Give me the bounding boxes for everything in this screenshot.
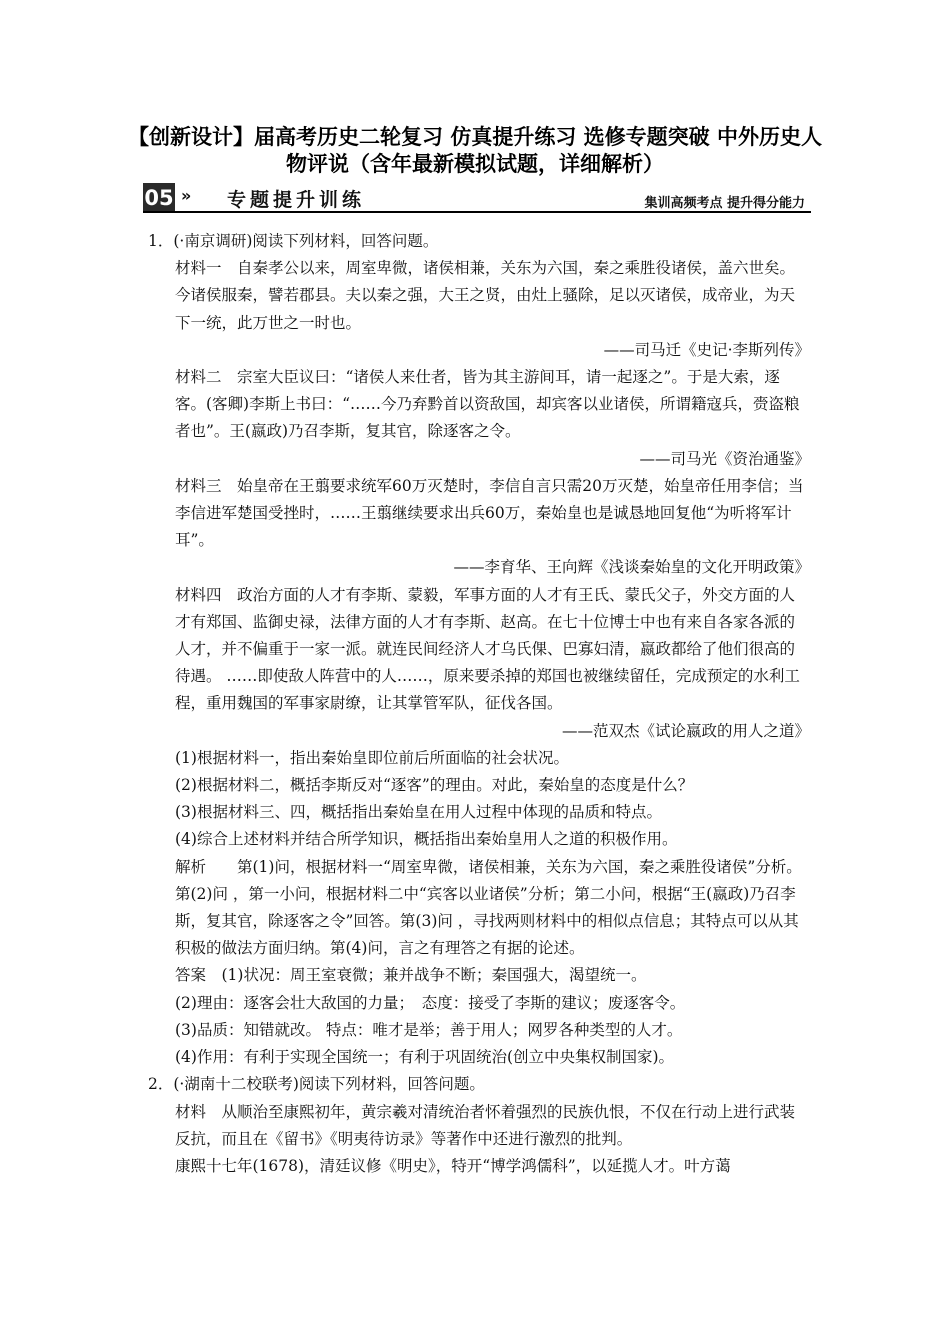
- q1-material-1-source: ——司马迁《史记·李斯列传》: [603, 340, 810, 359]
- q1-answer: 答案 (1)状况：周王室衰微；兼并战争不断；秦国强大，渴望统一。: [175, 966, 647, 985]
- q1-answer: (2)理由：逐客会壮大敌国的力量； 态度：接受了李斯的建议；废逐客令。: [175, 993, 686, 1012]
- q2-material-continued: 康熙十七年(1678)，清廷议修《明史》，特开“博学鸿儒科”，以延揽人才。叶方蔼: [175, 1156, 731, 1175]
- q1-material-1: 材料一 自秦孝公以来，周室卑微，诸侯相兼，关东为六国，秦之乘胜役诸侯，盖六世矣。今诸侯服秦，譬若郡县。夫以秦之强，大王之贤，由灶上骚除，足以灭诸侯，成帝业，为天下一统，此万世之一时也。: [175, 259, 796, 332]
- q1-subquestion: (3)根据材料三、四，概括指出秦始皇在用人过程中体现的品质和特点。: [175, 803, 662, 822]
- double-arrow-icon: »: [181, 186, 192, 205]
- q1-material-4: 材料四 政治方面的人才有李斯、蒙毅，军事方面的人才有王氏、蒙氏父子，外交方面的人才有郑国、监御史禄，法律方面的人才有李斯、赵高。在七十位博士中也有来自各家各派的人才，并不偏重于一家一派。就连民间经济人才乌氏倮、巴寡妇清，嬴政都给了他们很高的待遇。 ……即使敌人阵营中的人……，原来要杀掉的郑国也被继续留任，完成预定的水利工程，重用魏国的军事家尉缭，让其掌管军队，征伐各国。: [175, 585, 800, 713]
- q1-material-3-source: ——李育华、王向辉《浅谈秦始皇的文化开明政策》: [453, 558, 810, 577]
- question-1-stem: 1．(·南京调研)阅读下列材料，回答问题。: [148, 232, 439, 250]
- q1-material-2: 材料二 宗室大臣议曰：“诸侯人来仕者，皆为其主游间耳，请一起逐之”。于是大索，逐客。(客卿)李斯上书曰：“……今乃弃黔首以资敌国，却宾客以业诸侯，所谓籍寇兵，赍盗粮者也”。王(嬴政)乃召李斯，复其官，除逐客之令。: [175, 368, 800, 441]
- q1-answer: (3)品质：知错就改。 特点：唯才是举；善于用人；网罗各种类型的人才。: [175, 1020, 683, 1039]
- section-number: 05: [143, 183, 175, 213]
- q1-subquestion: (4)综合上述材料并结合所学知识，概括指出秦始皇用人之道的积极作用。: [175, 830, 678, 849]
- q1-answer: (4)作用：有利于实现全国统一；有利于巩固统治(创立中央集权制国家)。: [175, 1048, 675, 1067]
- section-slogan: 集训高频考点 提升得分能力: [644, 196, 805, 211]
- q1-subquestion: (1)根据材料一，指出秦始皇即位前后所面临的社会状况。: [175, 748, 569, 767]
- question-2-stem: 2．(·湖南十二校联考)阅读下列材料，回答问题。: [148, 1075, 485, 1094]
- q1-analysis: 解析 第(1)问，根据材料一“周室卑微，诸侯相兼，关东为六国，秦之乘胜役诸侯”分析。第(2)问 ，第一小问，根据材料二中“宾客以业诸侯”分析；第二小问，根据“王(嬴政)乃召李斯，复其官，除逐客之令”回答。第(3)问 ，寻找两则材料中的相似点信息；其特点可以从其积极的做法方面归纳。第(4)问，言之有理答之有据的论述。: [175, 857, 802, 958]
- q2-material: 材料 从顺治至康熙初年，黄宗羲对清统治者怀着强烈的民族仇恨，不仅在行动上进行武装反抗，而且在《留书》《明夷待访录》等著作中还进行激烈的批判。: [175, 1102, 796, 1148]
- q1-subquestion: (2)根据材料二，概括李斯反对“逐客”的理由。对此，秦始皇的态度是什么？: [175, 776, 694, 795]
- section-banner: [143, 183, 811, 213]
- q1-material-2-source: ——司马光《资治通鉴》: [639, 449, 810, 468]
- document-body: [148, 228, 810, 1180]
- banner-rule: [143, 211, 811, 213]
- page-title: 【创新设计】届高考历史二轮复习 仿真提升练习 选修专题突破 中外历史人物评说（含年最新模拟试题，详细解析）: [128, 125, 822, 176]
- q1-material-4-source: ——范双杰《试论嬴政的用人之道》: [561, 721, 810, 740]
- q1-material-3: 材料三 始皇帝在王翦要求统军60万灭楚时，李信自言只需20万灭楚，始皇帝任用李信；当李信进军楚国受挫时，……王翦继续要求出兵60万，秦始皇也是诚恳地回复他“为听将军计耳”。: [175, 476, 804, 550]
- section-title: 专题提升训练: [227, 189, 366, 211]
